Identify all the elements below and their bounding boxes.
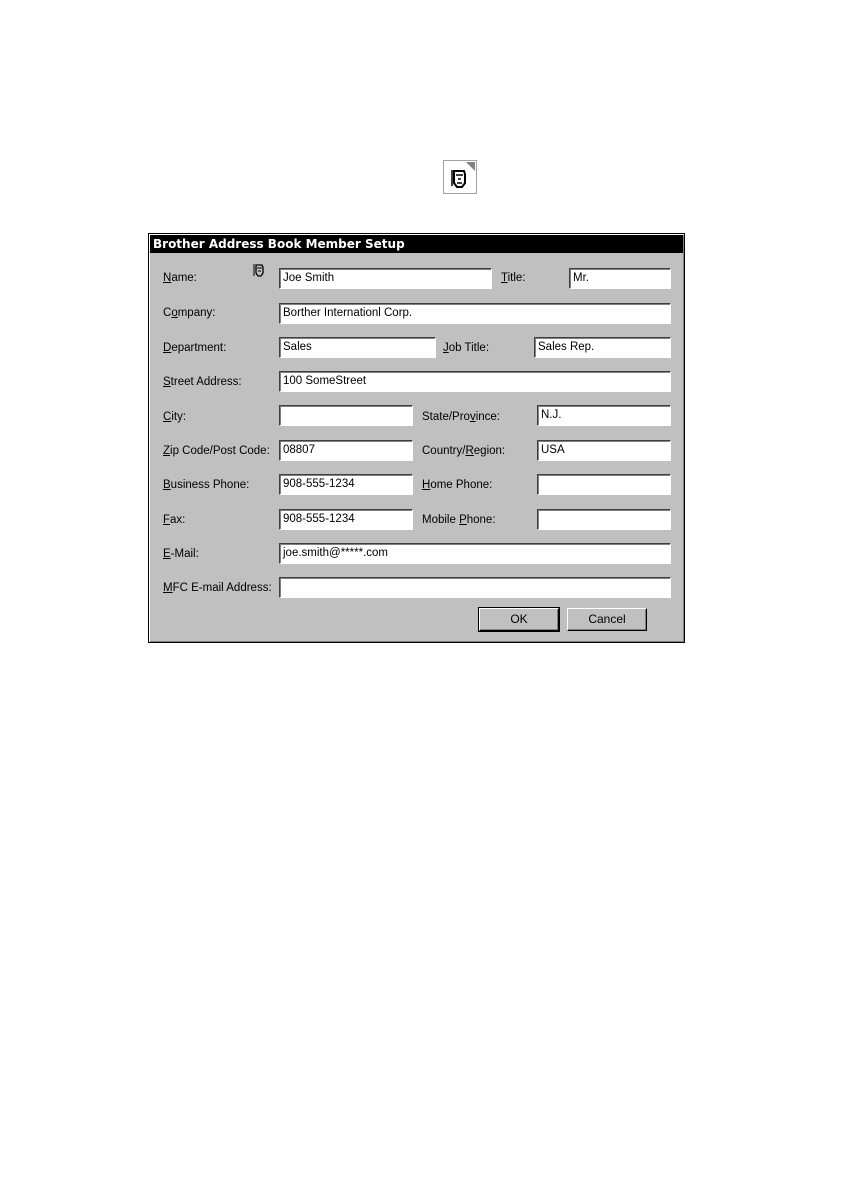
state-province-input[interactable]: N.J. xyxy=(537,405,671,426)
city-input[interactable] xyxy=(279,405,413,426)
address-book-member-icon xyxy=(443,160,477,194)
business-phone-input[interactable]: 908-555-1234 xyxy=(279,474,413,495)
job-title-input[interactable]: Sales Rep. xyxy=(534,337,671,358)
zip-code-label: Zip Code/Post Code: xyxy=(163,445,270,457)
ok-button[interactable]: OK xyxy=(479,608,559,631)
department-label: Department: xyxy=(163,342,227,354)
home-phone-label: Home Phone: xyxy=(422,479,493,491)
title-label: Title: xyxy=(501,272,526,284)
zip-code-input[interactable]: 08807 xyxy=(279,440,413,461)
company-input[interactable]: Borther Internationl Corp. xyxy=(279,303,671,324)
mfc-email-label: MFC E-mail Address: xyxy=(163,582,272,594)
name-input[interactable]: Joe Smith xyxy=(279,268,492,289)
business-phone-label: Business Phone: xyxy=(163,479,250,491)
department-input[interactable]: Sales xyxy=(279,337,436,358)
city-label: City: xyxy=(163,411,187,423)
home-phone-input[interactable] xyxy=(537,474,671,495)
country-region-input[interactable]: USA xyxy=(537,440,671,461)
state-province-label: State/Province: xyxy=(422,411,500,423)
dialog-title-bar: Brother Address Book Member Setup xyxy=(150,235,683,253)
member-setup-dialog xyxy=(148,233,685,643)
member-icon xyxy=(252,262,266,278)
company-label: Company: xyxy=(163,307,216,319)
street-address-input[interactable]: 100 SomeStreet xyxy=(279,371,671,392)
cancel-button[interactable]: Cancel xyxy=(567,608,647,631)
mfc-email-input[interactable] xyxy=(279,577,671,598)
job-title-label: Job Title: xyxy=(443,342,490,354)
title-input[interactable]: Mr. xyxy=(569,268,671,289)
street-address-label: Street Address: xyxy=(163,376,242,388)
name-label: Name: xyxy=(163,272,197,284)
fax-input[interactable]: 908-555-1234 xyxy=(279,509,413,530)
fax-label: Fax: xyxy=(163,514,186,526)
country-region-label: Country/Region: xyxy=(422,445,506,457)
mobile-phone-label: Mobile Phone: xyxy=(422,514,496,526)
email-label: E-Mail: xyxy=(163,548,199,560)
email-input[interactable]: joe.smith@*****.com xyxy=(279,543,671,564)
mobile-phone-input[interactable] xyxy=(537,509,671,530)
